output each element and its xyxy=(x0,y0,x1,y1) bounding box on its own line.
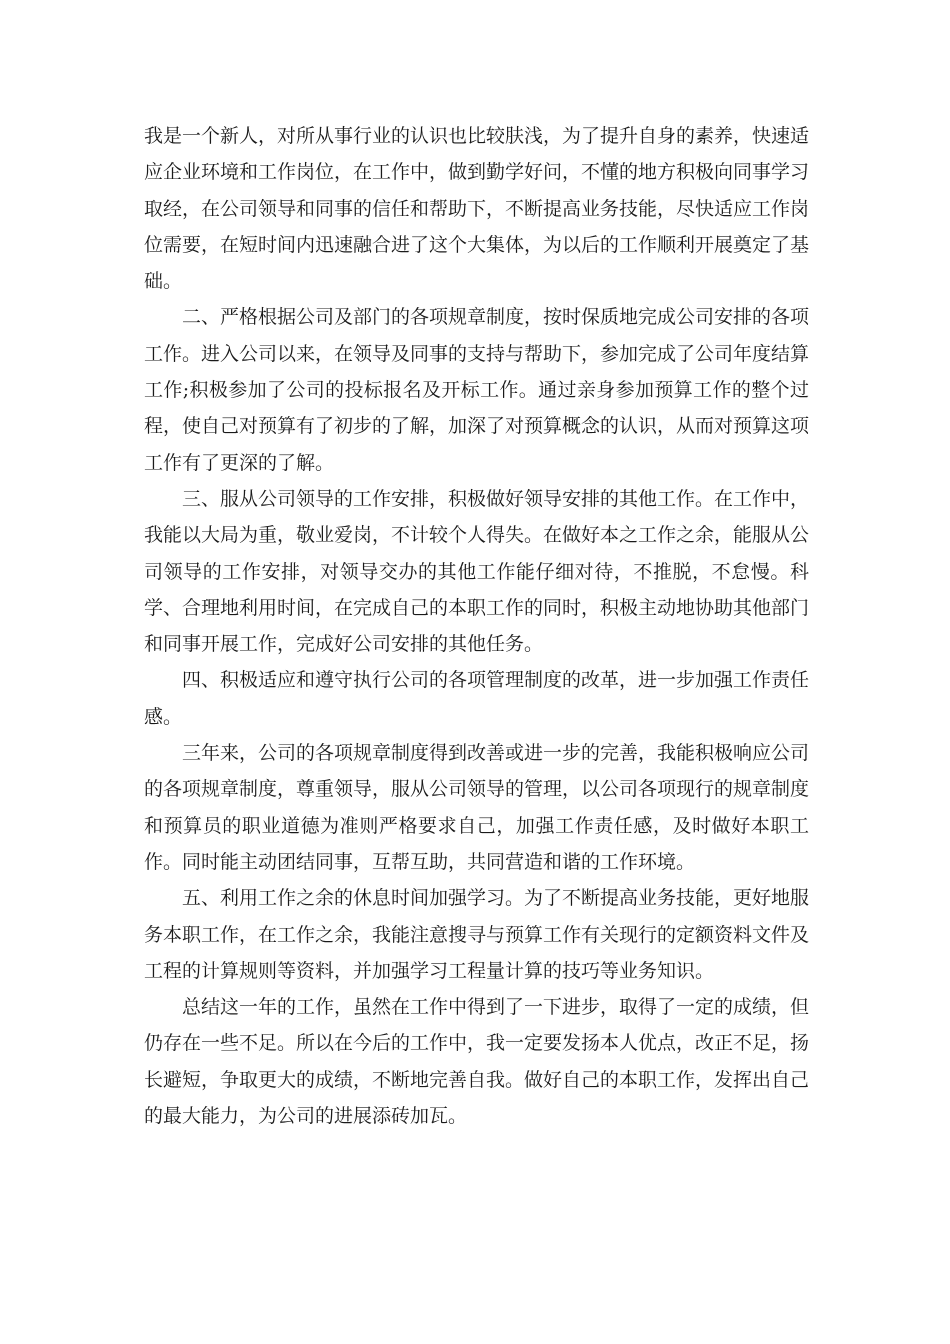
paragraph-2: 二、严格根据公司及部门的各项规章制度，按时保质地完成公司安排的各项工作。进入公司以来，在领导及同事的支持与帮助下，参加完成了公司年度结算工作;积极参加了公司的投标报名及开标工作。通过亲身参加预算工作的整个过程，使自己对预算有了初步的了解，加深了对预算概念的认识，从而对预算这项工作有了更深的了解。 xyxy=(144,306,810,474)
paragraph-7: 总结这一年的工作，虽然在工作中得到了一下进步，取得了一定的成绩，但仍存在一些不足。所以在今后的工作中，我一定要发扬本人优点，改正不足，扬长避短，争取更大的成绩，不断地完善自我。做好自己的本职工作，发挥出自己的最大能力，为公司的进展添砖加瓦。 xyxy=(144,996,810,1128)
paragraph-1: 我是一个新人，对所从事行业的认识也比较肤浅，为了提升自身的素养，快速适应企业环境和工作岗位，在工作中，做到勤学好问，不懂的地方积极向同事学习取经，在公司领导和同事的信任和帮助下，不断提高业务技能，尽快适应工作岗位需要，在短时间内迅速融合进了这个大集体，为以后的工作顺利开展奠定了基础。 xyxy=(144,125,810,293)
paragraph-6: 五、利用工作之余的休息时间加强学习。为了不断提高业务技能，更好地服务本职工作，在工作之余，我能注意搜寻与预算工作有关现行的定额资料文件及工程的计算规则等资料，并加强学习工程量计算的技巧等业务知识。 xyxy=(144,887,810,982)
paragraph-4: 四、积极适应和遵守执行公司的各项管理制度的改革，进一步加强工作责任感。 xyxy=(144,669,810,728)
document-body xyxy=(144,118,809,1134)
paragraph-3: 三、服从公司领导的工作安排，积极做好领导安排的其他工作。在工作中，我能以大局为重，敬业爱岗，不计较个人得失。在做好本之工作之余，能服从公司领导的工作安排，对领导交办的其他工作能仔细对待，不推脱，不怠慢。科学、合理地利用时间，在完成自己的本职工作的同时，积极主动地协助其他部门和同事开展工作，完成好公司安排的其他任务。 xyxy=(144,487,810,656)
paragraph-5: 三年来，公司的各项规章制度得到改善或进一步的完善，我能积极响应公司的各项规章制度，尊重领导，服从公司领导的管理，以公司各项现行的规章制度和预算员的职业道德为准则严格要求自己，加强工作责任感，及时做好本职工作。同时能主动团结同事，互帮互助，共同营造和谐的工作环境。 xyxy=(144,742,810,873)
